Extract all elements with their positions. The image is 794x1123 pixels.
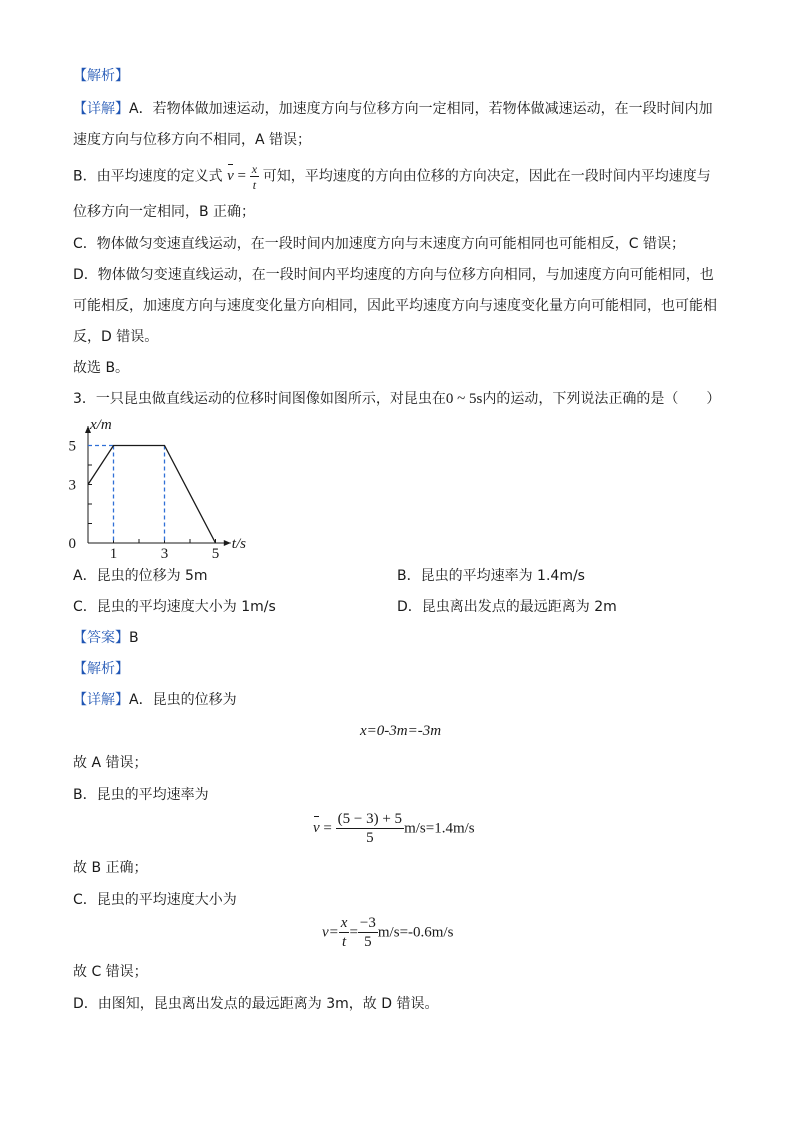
q3-b-eq-eq: = [319, 820, 336, 837]
q3-detail-tag: 【详解】 [73, 692, 129, 708]
q2-d-line2: 可能相反，加速度方向与速度变化量方向相同，因此平均速度方向与速度变化量方向可能相同，也可能相 [73, 298, 717, 314]
q3-jiexi-tag: 【解析】 [73, 661, 129, 677]
q3-answer [73, 628, 139, 648]
displacement-time-chart [60, 410, 270, 560]
y-tick-label-5: 5 [68, 438, 76, 455]
q3-c-den1: t [342, 934, 347, 950]
q2-c-line: C．物体做匀变速直线运动，在一段时间内加速度方向与末速度方向可能相同也可能相反，C 错误； [73, 236, 685, 252]
q2-detail-tag: 【详解】 [73, 101, 129, 117]
q3-c-num1: x [340, 915, 348, 931]
q3-c-frac1 [339, 916, 350, 950]
q3-b-eq-frac [336, 812, 404, 846]
q2-b-line1 [73, 163, 711, 191]
q3-b-conclusion: 故 B 正确； [73, 860, 148, 876]
q3-b-eq-v: v [313, 820, 320, 837]
q3-option-a: A．昆虫的位移为 5m [73, 568, 208, 584]
q3-b-equation [313, 812, 475, 846]
y-tick-label-3: 3 [68, 477, 76, 494]
q2-b-suffix: 可知，平均速度的方向由位移的方向决定，因此在一段时间内平均速度与 [262, 168, 711, 185]
q3-a-conclusion: 故 A 错误； [73, 755, 148, 771]
x-tick-label-1: 1 [109, 546, 118, 560]
origin-label: 0 [68, 536, 76, 552]
q3-stem-range: 0 ~ 5s [445, 391, 483, 407]
q2-b-formula [227, 162, 263, 192]
q3-answer-value: B [129, 630, 139, 646]
q3-b-num: (5 − 3) + 5 [337, 811, 403, 827]
q3-d-line: D．由图知，昆虫离出发点的最远距离为 3m，故 D 错误。 [73, 996, 439, 1012]
x-axis-label: t/s [231, 536, 246, 552]
q3-option-d: D．昆虫离出发点的最远距离为 2m [397, 599, 617, 615]
q3-a-equation: x=0-3m=-3m [360, 723, 442, 739]
q2-b-prefix: B．由平均速度的定义式 [73, 168, 223, 185]
q3-c-mid: = [349, 924, 358, 941]
xt-series-line [88, 446, 216, 544]
q3-c-conclusion: 故 C 错误； [73, 964, 148, 980]
q3-b-intro: B．昆虫的平均速率为 [73, 787, 209, 803]
q3-stem-suffix: 内的运动，下列说法正确的是（ ） [482, 391, 721, 407]
q3-stem-prefix: 3．一只昆虫做直线运动的位移时间图像如图所示，对昆虫在 [73, 391, 446, 407]
x-axis-arrow [224, 540, 231, 546]
x-tick-label-3: 3 [160, 546, 169, 560]
y-axis-label: x/m [90, 417, 112, 433]
x-tick-label-5: 5 [211, 546, 220, 560]
q3-c-intro: C．昆虫的平均速度大小为 [73, 892, 237, 908]
q3-c-rhs: m/s=-0.6m/s [377, 924, 454, 941]
q3-c-frac2 [358, 916, 378, 950]
q2-b-frac-num: x [251, 162, 258, 176]
q2-b-formula-eq: = [233, 168, 250, 185]
q2-a-text1: A．若物体做加速运动，加速度方向与位移方向一定相同，若物体做减速运动，在一段时间内加 [129, 101, 713, 117]
q3-a-intro [73, 690, 237, 710]
q2-b-line2: 位移方向一定相同，B 正确； [73, 204, 256, 220]
q3-a-intro-text: A．昆虫的位移为 [129, 692, 237, 708]
q3-stem [73, 389, 720, 409]
q3-b-den: 5 [366, 830, 374, 846]
q3-option-c: C．昆虫的平均速度大小为 1m/s [73, 599, 276, 615]
q3-c-num2: −3 [359, 915, 376, 931]
q2-jiexi-tag: 【解析】 [73, 68, 129, 84]
q3-answer-tag: 【答案】 [73, 630, 129, 646]
q3-b-rhs: m/s=1.4m/s [404, 820, 475, 837]
q2-d-line1: D．物体做匀变速直线运动，在一段时间内平均速度的方向与位移方向相同，与加速度方向可能相同，也 [73, 267, 714, 283]
q3-option-b: B．昆虫的平均速率为 1.4m/s [397, 568, 585, 584]
q2-b-formula-v: v [227, 168, 234, 185]
q2-d-line3: 反，D 错误。 [73, 329, 159, 345]
q2-a-line2: 速度方向与位移方向不相同，A 错误； [73, 132, 312, 148]
q2-a-line1 [73, 99, 713, 119]
q2-answer: 故选 B。 [73, 360, 130, 376]
q2-b-frac-den: t [252, 178, 257, 192]
q3-c-lhs: v= [322, 924, 339, 941]
q3-c-den2: 5 [364, 934, 372, 950]
q3-c-equation [322, 916, 453, 950]
q2-b-formula-frac [250, 163, 259, 191]
